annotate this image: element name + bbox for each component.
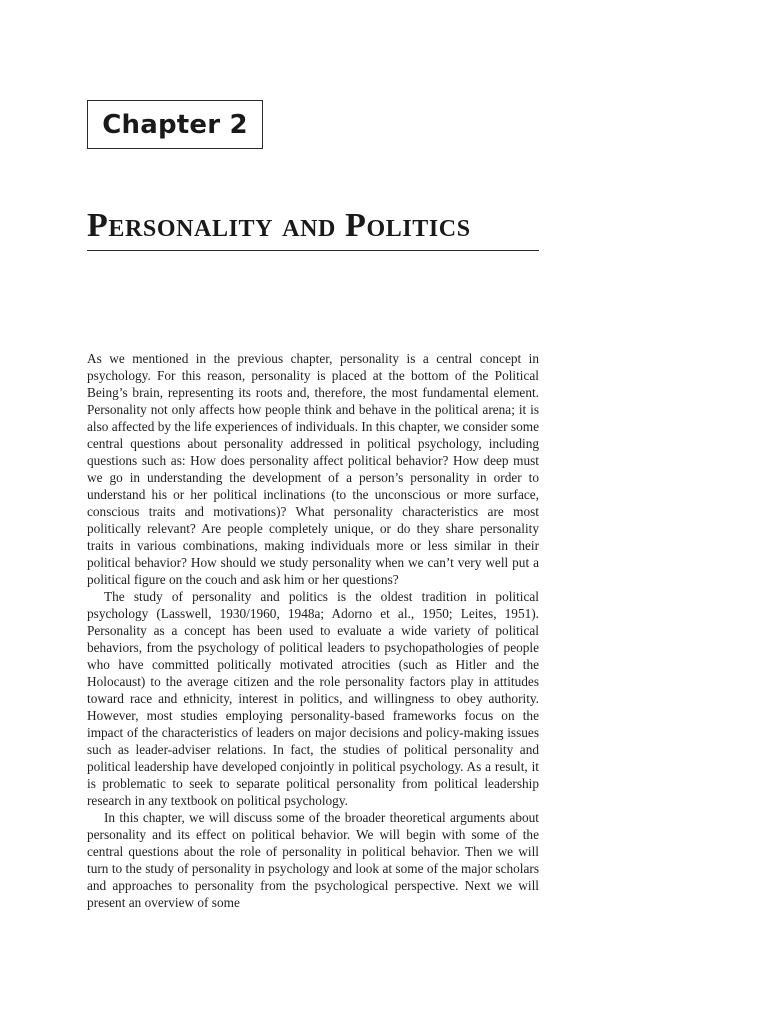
title-underline: [87, 250, 539, 251]
chapter-label: Chapter 2: [102, 109, 248, 140]
paragraph-2: The study of personality and politics is the oldest tradition in political psychology (Lasswell, 1930/1960, 1948a; Adorno et al., 1950; Leites, 1951). Personality as a concept has been used to evaluate a wide variety of political behaviors, from the psychology of political leaders to psychopathologies of people who have committed politically motivated atrocities (such as Hitler and the Holocaust) to the average citizen and the role personality factors play in attitudes toward race and ethnicity, interest in politics, and willingness to obey authority. However, most studies employing personality-based frameworks focus on the impact of the characteristics of leaders on major decisions and policy-making issues such as leader-adviser relations. In fact, the studies of political personality and political leadership have developed conjointly in political psychology. As a result, it is problematic to seek to separate political personality from political leadership research in any textbook on political psychology.: [87, 589, 539, 808]
body-text: [87, 350, 539, 911]
paragraph-1: As we mentioned in the previous chapter, personality is a central concept in psychology. For this reason, personality is placed at the bottom of the Political Being’s brain, representing its roots and, therefore, the most fundamental element. Personality not only affects how people think and behave in the political arena; it is also affected by the life experiences of individuals. In this chapter, we consider some central questions about personality addressed in political psychology, including questions such as: How does personality affect political behavior? How deep must we go in understanding the development of a person’s personality in order to understand his or her political inclinations (to the unconscious or more surface, conscious traits and motivations)? What personality characteristics are most politically relevant? Are people completely unique, or do they share personality traits in various combinations, making individuals more or less similar in their political behavior? How should we study personality when we can’t very well put a political figure on the couch and ask him or her questions?: [87, 351, 539, 587]
chapter-title: Personality and Politics: [87, 207, 471, 244]
chapter-label-box: [87, 100, 263, 149]
paragraph-3: In this chapter, we will discuss some of the broader theoretical arguments about personality and its effect on political behavior. We will begin with some of the central questions about the role of personality in political behavior. Then we will turn to the study of personality in psychology and look at some of the major scholars and approaches to personality from the psychological perspective. Next we will present an overview of some: [87, 810, 539, 910]
